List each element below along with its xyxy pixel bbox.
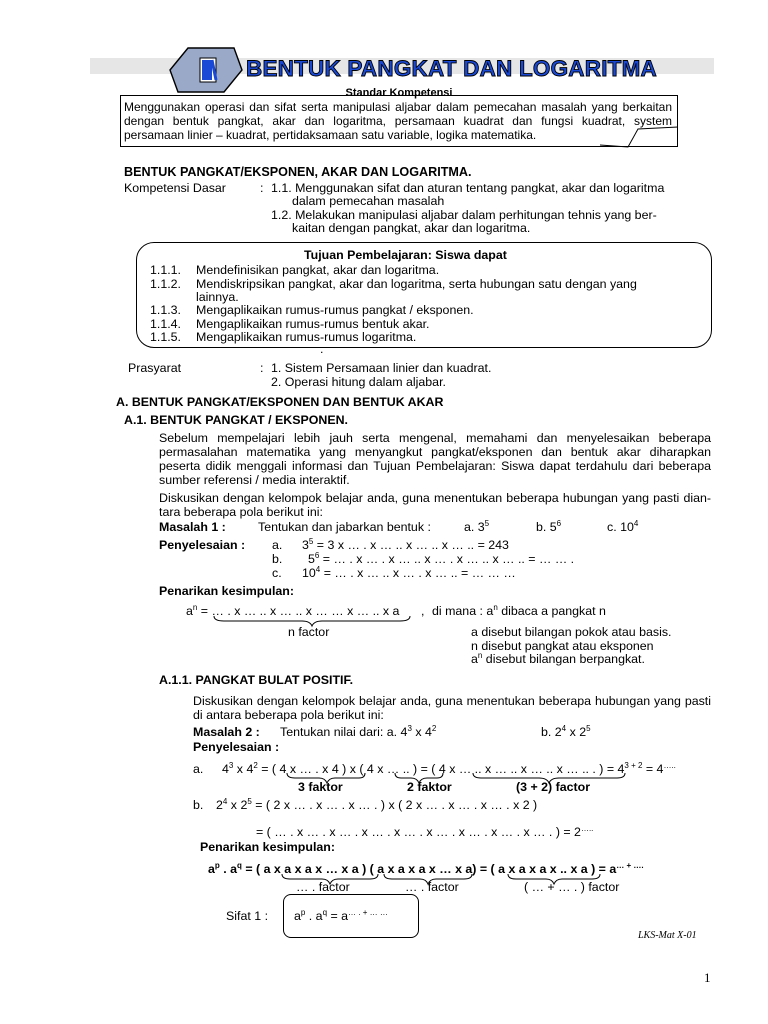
section-a-heading: A. BENTUK PANGKAT/EKSPONEN DAN BENTUK AKAR (116, 395, 444, 409)
ap-aq-formula: $a^p$ . $a^q$ = ( a x a x a x … x a ) ( a x a x a x … x a) = ( a x a x a x .. x a ) = a… + …. (208, 861, 644, 876)
penyelesaian-1-c: $10^4$ = … . x … .. x … . x … .. = … … … (302, 565, 516, 580)
masalah-2-b: b. $2^4$ x $2^5$ (541, 724, 591, 739)
penarikan-1-label: Penarikan kesimpulan: (159, 584, 294, 598)
factor-3-label: 3 faktor (298, 780, 343, 794)
tujuan-num: 1.1.2. (150, 277, 182, 291)
definition-a: a disebut bilangan pokok atau basis. (471, 625, 672, 639)
page-number: 1 (704, 970, 711, 985)
tujuan-item: lainnya. (196, 290, 239, 304)
masalah-1-label: Masalah 1 : (159, 520, 226, 534)
kompetensi-line-1: 1.1. Menggunakan sifat dan aturan tentang pangkat, akar dan logaritma (271, 181, 665, 195)
penyelesaian-1-b: $5^6$ = … . x … . x … .. x … . x … .. x … .. = … … . (308, 551, 575, 566)
standar-kompetensi-title: Standar Kompetensi (345, 87, 453, 99)
standar-kompetensi-text: Menggunakan operasi dan sifat serta manipulasi aljabar dalam pemecahan masalah yang berkaitan dengan bentuk pangkat, akar dan logaritma, persamaan kuadrat dan fungsi kuadrat, system persamaan linier – kuadrat, pertidaksamaan satu variable, logika matematika. (124, 100, 672, 142)
prasyarat-line-2: 2. Operasi hitung dalam aljabar. (271, 375, 446, 389)
section-a1-heading: A.1. BENTUK PANGKAT / EKSPONEN. (124, 413, 348, 427)
tujuan-title: Tujuan Pembelajaran: Siswa dapat (304, 248, 507, 262)
penyelesaian-2-label: Penyelesaian : (193, 740, 280, 754)
penyelesaian-2-a: $4^3$ x $4^2$ = ( 4 x … . x 4 ) x ( 4 x … .. ) = ( 4 x … .. x … .. x … .. x … .. . ) = $4^{3 + 2} = 4^{\dots..}$ (222, 761, 676, 776)
section-a11-heading: A.1.1. PANGKAT BULAT POSITIF. (159, 673, 354, 687)
tujuan-dot: . (320, 342, 324, 356)
tujuan-num: 1.1.3. (150, 303, 182, 317)
page-title: BENTUK PANGKAT DAN LOGARITMA (246, 56, 657, 81)
an-formula: $a^n$ = … . x … .. x … .. x … … x … .. x a (186, 603, 400, 618)
tujuan-num: 1.1.4. (150, 317, 182, 331)
kompetensi-line-2: dalam pemecahan masalah (292, 194, 445, 208)
tujuan-num: 1.1.1. (150, 263, 182, 277)
penyelesaian-2-b: $2^4$ x $2^5$ = ( 2 x … . x … . x … . ) x ( 2 x … . x … . x … . x 2 ) (216, 797, 538, 812)
main-heading: BENTUK PANGKAT/EKSPONEN, AKAR DAN LOGARITMA. (124, 165, 472, 179)
masalah-1-a: a. $3^5$ (464, 519, 490, 534)
kompetensi-label: Kompetensi Dasar (124, 181, 226, 195)
an-comma: , (421, 604, 425, 618)
prasyarat-label: Prasyarat (128, 361, 182, 375)
masalah-2-a: Tentukan nilai dari: a. $4^3$ x $4^2$ (280, 724, 437, 739)
penyelesaian-2-b-line-2: = ( … . x … . x … . x … . x … . x … . x … . x … . x … . ) = 2….. (256, 824, 594, 839)
factor-q-label: … . factor (405, 880, 459, 894)
tujuan-item: Mengaplikaikan rumus-rumus logaritma. (196, 330, 417, 344)
definition-an: $a^n$ disebut bilangan berpangkat. (471, 651, 645, 666)
kompetensi-colon: : (260, 181, 264, 195)
tujuan-item: Mendefinisikan pangkat, akar dan logaritma. (196, 263, 440, 277)
prasyarat-colon: : (260, 361, 264, 375)
masalah-1-b: b. $5^6$ (536, 519, 562, 534)
penyelesaian-1-label: Penyelesaian : (159, 538, 246, 552)
n-factor-label: n factor (288, 625, 330, 639)
paragraph-a11: Diskusikan dengan kelompok belajar anda, guna menentukan beberapa hubungan yang pasti di antara beberapa pola berikut ini: (193, 694, 711, 722)
tujuan-item: Mendiskripsikan pangkat, akar dan logaritma, serta hubungan satu dengan yang (196, 277, 637, 291)
sifat-1-label: Sifat 1 : (226, 909, 269, 923)
penyelesaian-1-b-prefix: b. (272, 552, 283, 566)
masalah-1-c: c. $10^4$ (607, 519, 639, 534)
sifat-1-formula: $a^p$ . $a^q = a^{\dots . + \dots \dots}$ (294, 908, 388, 923)
factor-2-label: 2 faktor (407, 780, 452, 794)
factor-p-label: … . factor (296, 880, 350, 894)
masalah-1-text: Tentukan dan jabarkan bentuk : (258, 520, 431, 534)
definition-n: n disebut pangkat atau eksponen (471, 639, 654, 653)
penyelesaian-1-a: $3^5 = 3$ x … . x … .. x … .. x … .. = 243 (302, 537, 509, 552)
kompetensi-line-4: kaitan dengan pangkat, akar dan logaritma. (292, 221, 531, 235)
penyelesaian-2-b-prefix: b. (193, 798, 204, 812)
an-dimana: di mana : $a^n$ dibaca a pangkat n (432, 603, 606, 618)
tujuan-num: 1.1.5. (150, 330, 182, 344)
tujuan-item: Mengaplikaikan rumus-rumus pangkat / eksponen. (196, 303, 474, 317)
penarikan-2-label: Penarikan kesimpulan: (200, 840, 335, 854)
tujuan-item: Mengaplikaikan rumus-rumus bentuk akar. (196, 317, 430, 331)
factor-3plus2-label: (3 + 2) factor (516, 780, 591, 794)
penyelesaian-1-c-prefix: c. (272, 566, 282, 580)
factor-pq-label: ( … + … . ) factor (524, 880, 620, 894)
penyelesaian-2-a-prefix: a. (193, 762, 204, 776)
kompetensi-line-3: 1.2. Melakukan manipulasi aljabar dalam perhitungan tehnis yang ber- (271, 208, 657, 222)
footer-code: LKS-Mat X-01 (638, 930, 697, 941)
penyelesaian-1-a-prefix: a. (272, 538, 283, 552)
prasyarat-line-1: 1. Sistem Persamaan linier dan kuadrat. (271, 361, 492, 375)
paragraph-intro: Sebelum mempelajari lebih jauh serta mengenal, memahami dan menyelesaikan beberapa permasalahan matematika yang menyangkut pangkat/eksponen dan bentuk akar diharapkan peserta didik menggali informasi dan Tujuan Pembelajaran: Siswa dapat terdahulu dari beberapa sumber referensi / media interaktif. (159, 431, 711, 487)
paragraph-discussion: Diskusikan dengan kelompok belajar anda, guna menentukan beberapa hubungan yang pasti dian- tara beberapa pola berikut ini: (159, 491, 711, 519)
masalah-2-label: Masalah 2 : (193, 725, 260, 739)
